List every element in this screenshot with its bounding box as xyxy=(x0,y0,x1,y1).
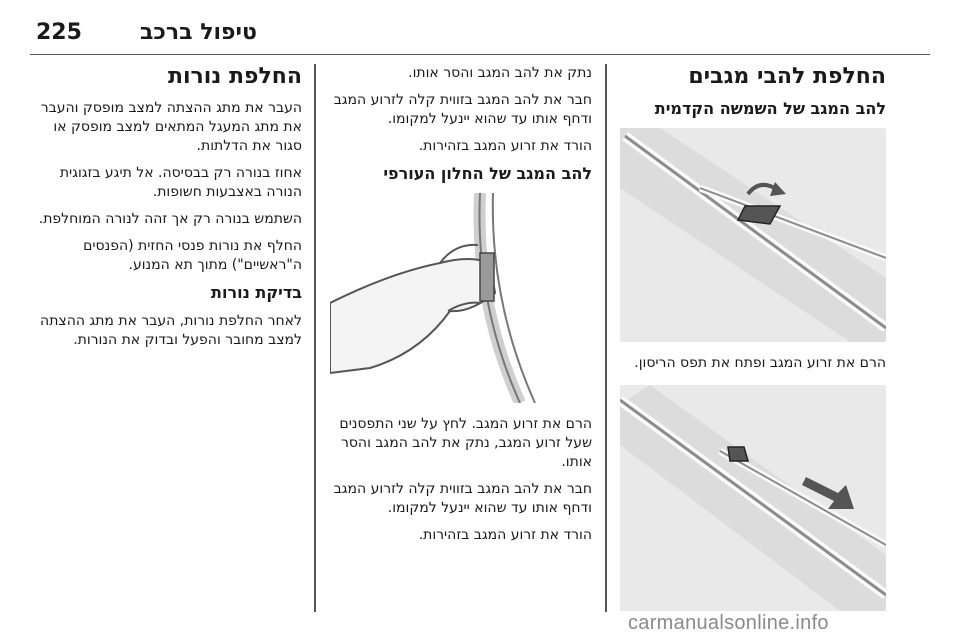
column-bulb-replacement xyxy=(30,64,302,358)
watermark: carmanualsonline.info xyxy=(628,612,829,634)
column-wiper-rear xyxy=(330,64,592,553)
column-divider xyxy=(314,64,316,612)
page-number: 225 xyxy=(36,20,82,45)
paragraph-check-bulbs: לאחר החלפת נורות, העבר את מתג ההצתה למצב מחובר והפעל ובדוק את הנורות. xyxy=(40,313,302,348)
paragraph-rear-lower: הורד את זרוע המגב בזהירות. xyxy=(418,527,592,543)
paragraph-attach-blade: חבר את להב המגב בזווית קלה לזרוע המגב ודחף אותו עד שהוא יינעל למקומו. xyxy=(333,92,592,127)
paragraph-lower-arm: הורד את זרוע המגב בזהירות. xyxy=(418,138,592,154)
paragraph-same-bulb: השתמש בנורה רק אך זהה לנורה המוחלפת. xyxy=(38,211,302,227)
subheading-rear-blade: להב המגב של החלון העורפי xyxy=(383,164,592,183)
paragraph-remove-blade: נתק את להב המגב והסר אותו. xyxy=(408,65,592,81)
paragraph-rear-remove: הרם את זרוע המגב. לחץ על שני התפסנים שעל זרוע המגב, נתק את להב המגב והסר אותו. xyxy=(339,416,592,470)
column-divider xyxy=(605,64,607,612)
heading-bulb-replacement: החלפת נורות xyxy=(167,64,302,89)
subheading-windscreen-blade: להב המגב של השמשה הקדמית xyxy=(654,99,886,118)
rear-wiper-hand-illustration xyxy=(330,193,592,403)
caption-lift-arm: הרם את זרוע המגב ופתח את תפס הריסון. xyxy=(634,355,886,371)
wiper-lift-illustration xyxy=(620,128,886,342)
subheading-bulb-check: בדיקת נורות xyxy=(211,283,302,302)
paragraph-hold-bulb: אחוז בנורה רק בבסיסה. אל תיגע בזגוגית הנורה באצבעות חשופות. xyxy=(59,165,302,200)
paragraph-headlight-bulbs: החלף את נורות פנסי החזית (הפנסים ה"ראשיים") מתוך תא המנוע. xyxy=(83,238,302,273)
paragraph-ignition-off: העבר את מתג ההצתה למצב מופסק והעבר את מתג המעגל המתאים למצב מופסק או סגור את הדלתות. xyxy=(40,100,302,154)
page-header xyxy=(30,18,930,55)
column-wiper-front xyxy=(620,64,886,611)
heading-replace-wiper-blades: החלפת להבי מגבים xyxy=(688,64,886,89)
wiper-detach-illustration xyxy=(620,385,886,611)
paragraph-rear-attach: חבר את להב המגב בזווית קלה לזרוע המגב ודחף אותו עד שהוא יינעל למקומו. xyxy=(333,481,592,516)
section-title: טיפול ברכב xyxy=(140,20,257,45)
